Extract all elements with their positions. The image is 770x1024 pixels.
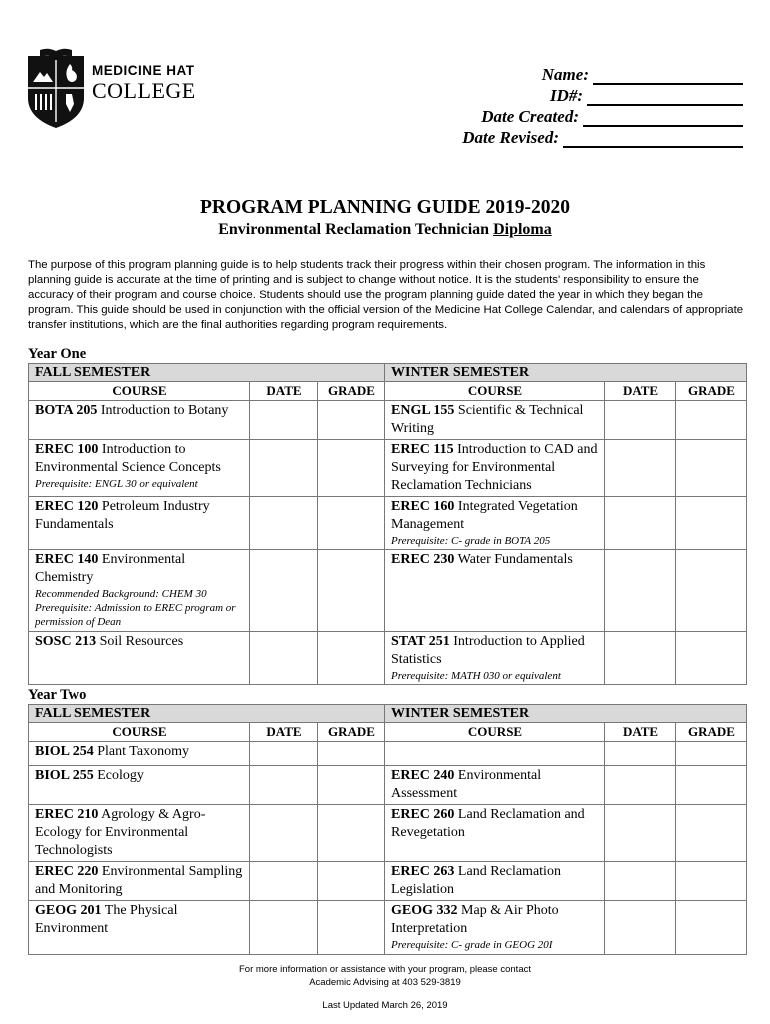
winter-grade-cell[interactable] <box>676 497 747 550</box>
student-info-fields <box>423 64 743 148</box>
fall-date-cell[interactable] <box>250 742 318 766</box>
table-row <box>29 401 747 440</box>
year-one-table <box>28 363 747 685</box>
course-title: Map & Air Photo Interpretation <box>391 903 559 936</box>
course-code: EREC 230 <box>391 552 455 567</box>
course-title: Land Reclamation and Revegetation <box>391 807 585 840</box>
semester-header-row <box>29 364 747 382</box>
winter-grade-cell[interactable] <box>676 901 747 955</box>
winter-date-cell[interactable] <box>605 550 676 632</box>
course-code: ENGL 155 <box>391 403 455 418</box>
winter-date-cell[interactable] <box>605 766 676 805</box>
course-title: Petroleum Industry Fundamentals <box>35 499 210 532</box>
winter-grade-cell[interactable] <box>676 862 747 901</box>
date-created-line[interactable] <box>583 109 743 127</box>
fall-course-cell <box>29 497 250 550</box>
fall-semester-header: FALL SEMESTER <box>29 705 385 723</box>
winter-date-cell[interactable] <box>605 497 676 550</box>
course-title: Environmental Assessment <box>391 768 542 801</box>
table-row <box>29 901 747 955</box>
fall-grade-cell[interactable] <box>318 805 385 862</box>
column-header-row <box>29 723 747 742</box>
fall-course-cell <box>29 862 250 901</box>
fall-course-cell <box>29 440 250 497</box>
table-row <box>29 862 747 901</box>
course-code: EREC 115 <box>391 442 454 457</box>
fall-grade-cell[interactable] <box>318 901 385 955</box>
winter-grade-cell[interactable] <box>676 440 747 497</box>
fall-grade-col-header: GRADE <box>318 723 385 742</box>
winter-date-cell[interactable] <box>605 742 676 766</box>
fall-date-col-header: DATE <box>250 382 318 401</box>
program-subtitle <box>0 221 770 239</box>
fall-date-cell[interactable] <box>250 901 318 955</box>
fall-semester-header: FALL SEMESTER <box>29 364 385 382</box>
fall-course-cell <box>29 632 250 685</box>
fall-date-cell[interactable] <box>250 497 318 550</box>
table-row <box>29 550 747 632</box>
course-title: Ecology <box>97 768 144 783</box>
course-title: Environmental Sampling and Monitoring <box>35 864 243 897</box>
year-two-table <box>28 704 747 955</box>
winter-date-cell[interactable] <box>605 440 676 497</box>
course-prerequisite-note: Prerequisite: C- grade in BOTA 205 <box>391 535 551 547</box>
course-title: Environmental Chemistry <box>35 552 186 585</box>
fall-date-cell[interactable] <box>250 766 318 805</box>
course-code: EREC 140 <box>35 552 99 567</box>
winter-course-col-header: COURSE <box>385 382 605 401</box>
table-row <box>29 632 747 685</box>
name-field[interactable] <box>423 64 743 85</box>
course-title: The Physical Environment <box>35 903 178 936</box>
college-wordmark <box>92 64 196 102</box>
winter-date-col-header: DATE <box>605 723 676 742</box>
fall-course-cell <box>29 742 250 766</box>
fall-grade-cell[interactable] <box>318 632 385 685</box>
winter-grade-cell[interactable] <box>676 401 747 440</box>
course-title: Land Reclamation Legislation <box>391 864 561 897</box>
winter-course-col-header: COURSE <box>385 723 605 742</box>
id-field[interactable] <box>423 85 743 106</box>
winter-course-cell <box>385 401 605 440</box>
course-code: BIOL 255 <box>35 768 94 783</box>
course-code: GEOG 201 <box>35 903 102 918</box>
course-code: EREC 120 <box>35 499 99 514</box>
table-row <box>29 766 747 805</box>
id-line[interactable] <box>587 88 743 106</box>
winter-course-cell <box>385 805 605 862</box>
winter-date-cell[interactable] <box>605 805 676 862</box>
course-title: Soil Resources <box>99 634 184 649</box>
course-code: EREC 240 <box>391 768 455 783</box>
course-code: EREC 160 <box>391 499 455 514</box>
fall-date-col-header: DATE <box>250 723 318 742</box>
winter-course-cell <box>385 901 605 955</box>
course-title: Introduction to Environmental Science Concepts <box>35 442 221 475</box>
course-title: Scientific & Technical Writing <box>391 403 584 436</box>
course-title: Introduction to Botany <box>100 403 229 418</box>
college-name-line2: COLLEGE <box>92 77 196 103</box>
course-code: STAT 251 <box>391 634 450 649</box>
winter-course-cell <box>385 766 605 805</box>
table-row <box>29 805 747 862</box>
last-updated: Last Updated March 26, 2019 <box>322 1000 448 1011</box>
course-code: EREC 100 <box>35 442 99 457</box>
footer-line2: Academic Advising at 403 529-3819 <box>309 977 461 988</box>
date-revised-field[interactable] <box>423 127 743 148</box>
fall-grade-cell[interactable] <box>318 550 385 632</box>
winter-date-cell[interactable] <box>605 401 676 440</box>
fall-course-col-header: COURSE <box>29 723 250 742</box>
course-code: SOSC 213 <box>35 634 97 649</box>
course-title: Agrology & Agro-Ecology for Environmental Technologists <box>35 807 206 858</box>
footer-line1: For more information or assistance with your program, please contact <box>239 964 531 975</box>
semester-header-row <box>29 705 747 723</box>
fall-course-cell <box>29 401 250 440</box>
winter-grade-col-header: GRADE <box>676 723 747 742</box>
winter-course-cell <box>385 440 605 497</box>
fall-grade-cell[interactable] <box>318 401 385 440</box>
fall-course-cell <box>29 550 250 632</box>
date-revised-line[interactable] <box>563 130 743 148</box>
course-code: BOTA 205 <box>35 403 98 418</box>
winter-date-cell[interactable] <box>605 901 676 955</box>
year-two-heading: Year Two <box>28 687 87 703</box>
column-header-row <box>29 382 747 401</box>
course-code: EREC 220 <box>35 864 99 879</box>
fall-grade-cell[interactable] <box>318 497 385 550</box>
fall-grade-cell[interactable] <box>318 742 385 766</box>
winter-semester-header: WINTER SEMESTER <box>385 364 747 382</box>
program-name: Environmental Reclamation Technician <box>218 221 490 238</box>
winter-course-cell <box>385 862 605 901</box>
course-title: Plant Taxonomy <box>97 744 189 759</box>
course-code: EREC 210 <box>35 807 99 822</box>
fall-course-col-header: COURSE <box>29 382 250 401</box>
fall-date-cell[interactable] <box>250 632 318 685</box>
table-row <box>29 742 747 766</box>
table-row <box>29 440 747 497</box>
course-prerequisite-note: Prerequisite: C- grade in GEOG 20I <box>391 939 553 951</box>
fall-date-cell[interactable] <box>250 440 318 497</box>
course-code: GEOG 332 <box>391 903 458 918</box>
intro-paragraph: The purpose of this program planning guide is to help students track their progress within their chosen program. The information in this planning guide is accurate at the time of printing and is subject to change without notice. It is the students' responsibility to ensure the accuracy of their program and course choice. Students should use the program planning guide dated the year in which they began the program. This guide should be used in conjunction with the official version of the Medicine Hat College Calendar, and calendars of appropriate transfer institutions, which are the final authorities regarding program requirements. <box>28 259 744 331</box>
footer-contact <box>0 963 770 989</box>
college-name-line1: MEDICINE HAT <box>92 63 195 78</box>
course-title: Integrated Vegetation Management <box>391 499 578 532</box>
name-line[interactable] <box>593 67 743 85</box>
fall-grade-cell[interactable] <box>318 766 385 805</box>
course-prerequisite-note: Prerequisite: ENGL 30 or equivalent <box>35 478 198 490</box>
winter-grade-col-header: GRADE <box>676 382 747 401</box>
winter-course-cell <box>385 742 605 766</box>
winter-semester-header: WINTER SEMESTER <box>385 705 747 723</box>
course-title: Introduction to CAD and Surveying for Environmental Reclamation Technicians <box>391 442 598 493</box>
fall-date-cell[interactable] <box>250 401 318 440</box>
course-title: Water Fundamentals <box>457 552 573 567</box>
fall-date-cell[interactable] <box>250 862 318 901</box>
fall-date-cell[interactable] <box>250 550 318 632</box>
fall-course-cell <box>29 766 250 805</box>
id-label: ID#: <box>549 86 583 105</box>
winter-date-cell[interactable] <box>605 632 676 685</box>
date-created-field[interactable] <box>423 106 743 127</box>
winter-course-cell <box>385 497 605 550</box>
course-title: Introduction to Applied Statistics <box>391 634 585 667</box>
winter-grade-cell[interactable] <box>676 742 747 766</box>
fall-course-cell <box>29 901 250 955</box>
course-prerequisite-note: Recommended Background: CHEM 30 <box>35 588 207 600</box>
course-prerequisite-note: Prerequisite: MATH 030 or equivalent <box>391 670 561 682</box>
course-code: EREC 260 <box>391 807 455 822</box>
fall-date-cell[interactable] <box>250 805 318 862</box>
winter-grade-cell[interactable] <box>676 550 747 632</box>
date-created-label: Date Created: <box>481 107 579 126</box>
fall-course-cell <box>29 805 250 862</box>
name-label: Name: <box>541 65 589 84</box>
date-revised-label: Date Revised: <box>462 128 559 147</box>
course-prerequisite-note: Prerequisite: Admission to EREC program or permission of Dean <box>35 602 236 628</box>
fall-grade-cell[interactable] <box>318 862 385 901</box>
winter-course-cell <box>385 632 605 685</box>
course-code: EREC 263 <box>391 864 455 879</box>
course-code: BIOL 254 <box>35 744 94 759</box>
winter-date-col-header: DATE <box>605 382 676 401</box>
winter-grade-cell[interactable] <box>676 766 747 805</box>
winter-grade-cell[interactable] <box>676 632 747 685</box>
year-one-heading: Year One <box>28 346 87 362</box>
winter-grade-cell[interactable] <box>676 805 747 862</box>
winter-date-cell[interactable] <box>605 862 676 901</box>
winter-course-cell <box>385 550 605 632</box>
page-title: PROGRAM PLANNING GUIDE 2019-2020 <box>200 197 570 218</box>
fall-grade-cell[interactable] <box>318 440 385 497</box>
fall-grade-col-header: GRADE <box>318 382 385 401</box>
table-row <box>29 497 747 550</box>
credential-name: Diploma <box>493 221 552 238</box>
